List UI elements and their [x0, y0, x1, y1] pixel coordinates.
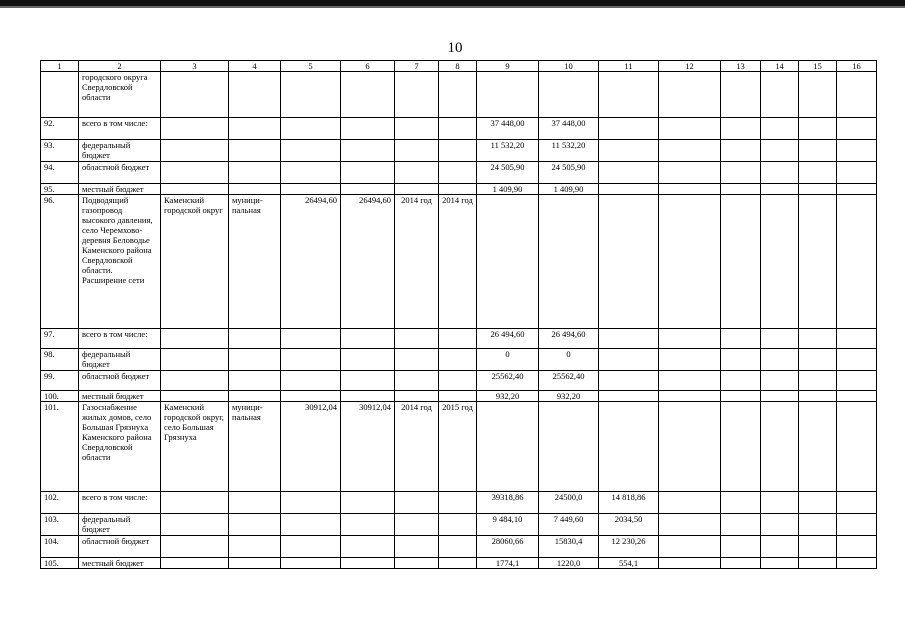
table-cell	[837, 118, 877, 140]
table-cell: всего в том числе:	[79, 329, 161, 349]
table-row	[41, 140, 877, 162]
table-cell	[721, 349, 761, 371]
table-cell: 9 484,10	[477, 514, 539, 536]
table-cell	[477, 195, 539, 329]
table-cell	[721, 536, 761, 558]
table-cell	[599, 391, 659, 402]
table-cell	[721, 371, 761, 391]
table-cell: 1 409,90	[539, 184, 599, 195]
table-cell	[229, 162, 281, 184]
table-cell	[161, 140, 229, 162]
table-cell	[721, 184, 761, 195]
row-number-cell: 104.	[41, 536, 79, 558]
column-header: 2	[79, 61, 161, 72]
table-cell	[395, 184, 439, 195]
table-cell	[599, 349, 659, 371]
table-cell	[439, 536, 477, 558]
table-cell	[229, 514, 281, 536]
table-cell	[599, 329, 659, 349]
table-cell	[281, 329, 341, 349]
table-cell	[439, 329, 477, 349]
table-cell	[721, 558, 761, 569]
table-cell	[477, 72, 539, 118]
table-cell	[837, 72, 877, 118]
table-cell	[761, 536, 799, 558]
table-cell	[761, 329, 799, 349]
table-row	[41, 349, 877, 371]
table-cell	[837, 162, 877, 184]
table-cell: 1774,1	[477, 558, 539, 569]
table-cell	[395, 118, 439, 140]
table-cell	[721, 118, 761, 140]
row-number-cell: 97.	[41, 329, 79, 349]
table-cell	[761, 514, 799, 536]
table-cell	[161, 72, 229, 118]
table-cell	[599, 118, 659, 140]
table-cell: 24 505,90	[477, 162, 539, 184]
table-cell: местный бюджет	[79, 558, 161, 569]
table-cell	[761, 558, 799, 569]
table-cell: 28060,66	[477, 536, 539, 558]
table-cell	[799, 72, 837, 118]
table-row	[41, 514, 877, 536]
table-cell	[439, 140, 477, 162]
row-number-cell: 95.	[41, 184, 79, 195]
table-cell	[837, 514, 877, 536]
page-number: 10	[447, 40, 463, 56]
table-cell	[761, 195, 799, 329]
table-row	[41, 195, 877, 329]
table-cell: Газоснабжение жилых домов, село Большая Грязнуха Каменского района Свердловской области	[79, 402, 161, 492]
table-row	[41, 536, 877, 558]
table-cell	[229, 72, 281, 118]
table-cell	[799, 402, 837, 492]
row-number-cell: 102.	[41, 492, 79, 514]
table-cell	[341, 492, 395, 514]
table-cell: Каменский городской округ, село Большая Грязнуха	[161, 402, 229, 492]
table-cell	[439, 371, 477, 391]
table-cell	[799, 391, 837, 402]
table-cell	[439, 514, 477, 536]
row-number-cell: 103.	[41, 514, 79, 536]
table-cell	[799, 492, 837, 514]
table-cell	[161, 162, 229, 184]
table-cell: 30912,04	[341, 402, 395, 492]
table-cell	[439, 349, 477, 371]
table-cell: 37 448,00	[477, 118, 539, 140]
table-cell	[477, 402, 539, 492]
table-cell	[721, 140, 761, 162]
table-cell	[341, 118, 395, 140]
table-cell	[721, 514, 761, 536]
table-cell	[161, 558, 229, 569]
column-header: 12	[659, 61, 721, 72]
table-cell	[229, 140, 281, 162]
scan-edge-shadow	[0, 6, 905, 8]
row-number-cell: 96.	[41, 195, 79, 329]
table-cell	[161, 536, 229, 558]
table-cell	[395, 558, 439, 569]
table-cell	[837, 195, 877, 329]
table-cell	[395, 349, 439, 371]
table-cell: 0	[539, 349, 599, 371]
table-cell	[341, 184, 395, 195]
table-cell	[761, 391, 799, 402]
table-row	[41, 72, 877, 118]
row-number-cell: 99.	[41, 371, 79, 391]
table-cell	[281, 536, 341, 558]
table-cell	[599, 72, 659, 118]
table-row	[41, 329, 877, 349]
table-cell: 2014 год	[395, 195, 439, 329]
table-cell	[659, 371, 721, 391]
table-cell	[161, 118, 229, 140]
table-cell	[341, 391, 395, 402]
table-cell: местный бюджет	[79, 391, 161, 402]
table-cell	[281, 391, 341, 402]
table-cell	[341, 162, 395, 184]
table-cell: областной бюджет	[79, 536, 161, 558]
table-cell	[229, 371, 281, 391]
table-cell	[761, 349, 799, 371]
table-cell	[599, 371, 659, 391]
column-header: 8	[439, 61, 477, 72]
table-cell	[659, 514, 721, 536]
table-cell	[659, 329, 721, 349]
table-cell	[395, 72, 439, 118]
table-cell: 1220,0	[539, 558, 599, 569]
row-number-cell: 105.	[41, 558, 79, 569]
table-row	[41, 118, 877, 140]
table-cell: 14 818,86	[599, 492, 659, 514]
table-row	[41, 371, 877, 391]
table-cell: федеральный бюджет	[79, 349, 161, 371]
column-header: 1	[41, 61, 79, 72]
table-cell: 2034,50	[599, 514, 659, 536]
table-cell: всего в том числе:	[79, 118, 161, 140]
table-cell	[837, 184, 877, 195]
table-cell	[229, 492, 281, 514]
table-cell	[395, 162, 439, 184]
table-cell	[659, 72, 721, 118]
table-cell	[837, 492, 877, 514]
table-cell	[439, 162, 477, 184]
table-cell: 2014 год	[439, 195, 477, 329]
table-cell	[837, 391, 877, 402]
table-cell: городского округа Свердловской области	[79, 72, 161, 118]
row-number-cell: 98.	[41, 349, 79, 371]
row-number-cell: 100.	[41, 391, 79, 402]
table-cell	[799, 536, 837, 558]
table-cell: всего в том числе:	[79, 492, 161, 514]
table-cell: 932,20	[477, 391, 539, 402]
table-cell: федеральный бюджет	[79, 140, 161, 162]
table-cell	[659, 118, 721, 140]
table-cell	[281, 558, 341, 569]
table-cell	[799, 349, 837, 371]
table-cell	[799, 195, 837, 329]
column-header: 16	[837, 61, 877, 72]
table-cell	[659, 140, 721, 162]
table-cell	[659, 402, 721, 492]
table-cell	[761, 118, 799, 140]
table-cell	[341, 536, 395, 558]
table-cell: 932,20	[539, 391, 599, 402]
table-cell	[837, 329, 877, 349]
table-cell	[799, 329, 837, 349]
table-row	[41, 492, 877, 514]
table-cell: 37 448,00	[539, 118, 599, 140]
column-header: 14	[761, 61, 799, 72]
table-cell: 11 532,20	[539, 140, 599, 162]
table-cell	[761, 492, 799, 514]
table-cell: 26 494,60	[477, 329, 539, 349]
table-cell	[229, 329, 281, 349]
table-cell	[837, 140, 877, 162]
table-cell	[539, 195, 599, 329]
table-cell	[395, 492, 439, 514]
table-cell	[721, 391, 761, 402]
row-number-cell: 92.	[41, 118, 79, 140]
column-header: 3	[161, 61, 229, 72]
table-cell: Подводящий газопровод высокого давления, село Черемхово-деревня Беловодье Каменского района Свердловской области. Расширение сети	[79, 195, 161, 329]
table-cell	[599, 140, 659, 162]
budget-table	[40, 60, 877, 569]
table-cell	[799, 118, 837, 140]
table-cell	[161, 492, 229, 514]
column-header: 10	[539, 61, 599, 72]
table-cell	[439, 118, 477, 140]
table-cell	[761, 140, 799, 162]
table-cell	[395, 536, 439, 558]
table-cell	[161, 391, 229, 402]
table-cell	[281, 184, 341, 195]
table-cell	[395, 329, 439, 349]
table-cell	[761, 371, 799, 391]
table-cell	[799, 162, 837, 184]
table-cell: 12 230,26	[599, 536, 659, 558]
table-cell	[161, 184, 229, 195]
table-cell	[281, 492, 341, 514]
table-cell	[281, 72, 341, 118]
table-cell	[799, 371, 837, 391]
table-cell: 2015 год	[439, 402, 477, 492]
column-header: 7	[395, 61, 439, 72]
table-cell	[395, 514, 439, 536]
table-cell: 26494,60	[281, 195, 341, 329]
table-cell: 554,1	[599, 558, 659, 569]
table-cell	[395, 391, 439, 402]
table-cell	[837, 558, 877, 569]
table-cell	[161, 371, 229, 391]
row-number-cell: 101.	[41, 402, 79, 492]
table-cell	[761, 184, 799, 195]
table-cell	[837, 402, 877, 492]
table-cell	[161, 349, 229, 371]
table-cell	[229, 558, 281, 569]
table-cell	[837, 536, 877, 558]
table-cell: 24 505,90	[539, 162, 599, 184]
table-cell	[229, 349, 281, 371]
table-cell: муници-пальная	[229, 402, 281, 492]
table-cell: 15830,4	[539, 536, 599, 558]
table-cell: муници-пальная	[229, 195, 281, 329]
row-number-cell	[41, 72, 79, 118]
column-header: 6	[341, 61, 395, 72]
table-row	[41, 558, 877, 569]
table-cell	[721, 402, 761, 492]
column-header: 4	[229, 61, 281, 72]
table-cell	[229, 118, 281, 140]
table-cell: 1 409,90	[477, 184, 539, 195]
table-row	[41, 391, 877, 402]
table-cell	[395, 371, 439, 391]
table-cell	[341, 329, 395, 349]
table-cell	[599, 162, 659, 184]
table-cell: 25562,40	[477, 371, 539, 391]
table-cell	[761, 72, 799, 118]
table-cell	[659, 162, 721, 184]
table-cell: Каменский городской округ	[161, 195, 229, 329]
table-row	[41, 184, 877, 195]
column-header: 9	[477, 61, 539, 72]
column-header: 13	[721, 61, 761, 72]
table-cell	[799, 184, 837, 195]
table-cell	[539, 72, 599, 118]
table-cell	[281, 514, 341, 536]
table-cell: 2014 год	[395, 402, 439, 492]
table-cell	[659, 492, 721, 514]
column-header: 11	[599, 61, 659, 72]
table-cell	[229, 391, 281, 402]
table-cell: 30912,04	[281, 402, 341, 492]
column-header: 5	[281, 61, 341, 72]
table-cell	[799, 140, 837, 162]
table-cell	[439, 492, 477, 514]
table-row	[41, 162, 877, 184]
row-number-cell: 93.	[41, 140, 79, 162]
table-cell: 39318,86	[477, 492, 539, 514]
table-cell	[837, 371, 877, 391]
table-cell	[229, 536, 281, 558]
table-cell: 25562,40	[539, 371, 599, 391]
table-cell	[439, 184, 477, 195]
table-cell: 26 494,60	[539, 329, 599, 349]
table-cell	[659, 558, 721, 569]
table-cell	[281, 140, 341, 162]
table-cell: федеральный бюджет	[79, 514, 161, 536]
table-cell: 11 532,20	[477, 140, 539, 162]
table-cell: 0	[477, 349, 539, 371]
table-cell	[721, 492, 761, 514]
table-cell	[837, 349, 877, 371]
table-cell	[341, 558, 395, 569]
table-cell	[281, 371, 341, 391]
table-cell	[539, 402, 599, 492]
header-row	[41, 61, 877, 72]
column-header: 15	[799, 61, 837, 72]
table-cell	[161, 329, 229, 349]
table-cell	[599, 195, 659, 329]
table-cell	[599, 402, 659, 492]
table-cell	[161, 514, 229, 536]
table-cell	[659, 391, 721, 402]
table-cell	[761, 402, 799, 492]
table-cell	[281, 349, 341, 371]
table-cell: 26494,60	[341, 195, 395, 329]
table-cell: 7 449,60	[539, 514, 599, 536]
table-cell	[341, 140, 395, 162]
table-cell	[721, 72, 761, 118]
table-cell: областной бюджет	[79, 162, 161, 184]
table-cell	[439, 558, 477, 569]
table-cell	[281, 162, 341, 184]
table-cell: местный бюджет	[79, 184, 161, 195]
table-cell	[799, 514, 837, 536]
row-number-cell: 94.	[41, 162, 79, 184]
table-cell	[659, 195, 721, 329]
table-cell	[799, 558, 837, 569]
table-cell	[341, 72, 395, 118]
table-cell	[439, 391, 477, 402]
table-cell	[281, 118, 341, 140]
table-cell	[341, 371, 395, 391]
table-cell: областной бюджет	[79, 371, 161, 391]
table-cell	[395, 140, 439, 162]
table-cell	[761, 162, 799, 184]
table-cell: 24500,0	[539, 492, 599, 514]
table-cell	[599, 184, 659, 195]
table-cell	[721, 162, 761, 184]
table-row	[41, 402, 877, 492]
table-cell	[659, 184, 721, 195]
table-cell	[341, 514, 395, 536]
table-cell	[721, 195, 761, 329]
table-cell	[229, 184, 281, 195]
table-cell	[721, 329, 761, 349]
table-cell	[439, 72, 477, 118]
table-cell	[659, 349, 721, 371]
table-cell	[341, 349, 395, 371]
table-cell	[659, 536, 721, 558]
